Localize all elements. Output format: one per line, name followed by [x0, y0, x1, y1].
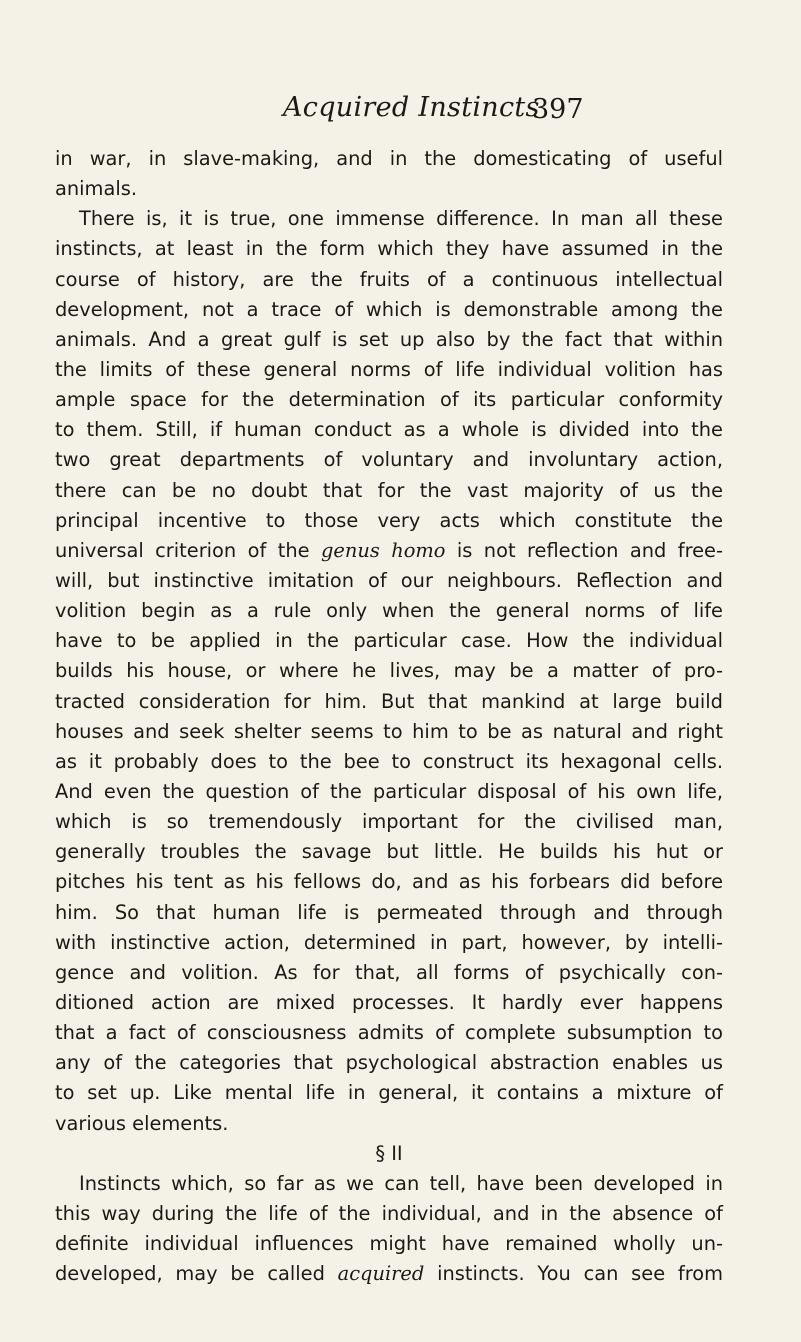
text-line: two great departments of voluntary and involuntary action,	[55, 448, 723, 472]
text-line: ample space for the determination of its particular conformity	[55, 388, 723, 412]
text-segment: instincts. You can see from	[424, 1262, 723, 1286]
text-line: that a fact of consciousness admits of complete subsumption to	[55, 1021, 723, 1045]
text-line	[55, 536, 723, 566]
text-line: houses and seek shelter seems to him to be as natural and right	[55, 719, 723, 743]
text-segment: universal criterion of the	[55, 538, 321, 562]
text-line: him. So that human life is permeated through and through	[55, 900, 723, 924]
text-line: And even the question of the particular disposal of his own life,	[55, 779, 723, 803]
text-line: in war, in slave-making, and in the domesticating of useful	[55, 147, 723, 170]
text-line: animals. And a great gulf is set up also by the fact that within	[55, 327, 723, 351]
text-line: ditioned action are mixed processes. It hardly ever happens	[55, 990, 723, 1014]
text-line: Instincts which, so far as we can tell, have been developed in	[79, 1171, 723, 1195]
running-title: Acquired Instincts	[283, 92, 540, 123]
text-line: There is, it is true, one immense difference. In man all these	[79, 207, 723, 231]
text-line: development, not a trace of which is demonstrable among the	[55, 297, 723, 321]
page-header	[283, 92, 703, 136]
text-line: as it probably does to the bee to construct its hexagonal cells.	[55, 749, 723, 773]
text-line: will, but instinctive imitation of our neighbours. Reflection and	[55, 568, 723, 592]
section-heading: § II	[375, 1141, 403, 1165]
italic-term: acquired	[337, 1262, 425, 1286]
text-line: definite individual influences might have remained wholly un-	[55, 1232, 723, 1256]
text-line: this way during the life of the individual, and in the absence of	[55, 1201, 723, 1225]
text-line: tracted consideration for him. But that mankind at large build	[55, 689, 723, 713]
italic-term: genus homo	[321, 538, 446, 562]
text-line: instincts, at least in the form which they have assumed in the	[55, 237, 723, 261]
text-line: volition begin as a rule only when the general norms of life	[55, 599, 723, 623]
text-line	[55, 1259, 723, 1289]
text-line: various elements.	[55, 1111, 229, 1135]
text-line: animals.	[55, 177, 137, 201]
text-line: principal incentive to those very acts which constitute the	[55, 508, 723, 532]
text-line: pitches his tent as his fellows do, and as his forbears did before	[55, 870, 723, 894]
text-line: gence and volition. As for that, all forms of psychically con-	[55, 960, 723, 984]
text-line: the limits of these general norms of life individual volition has	[55, 357, 723, 381]
text-line: which is so tremendously important for the civilised man,	[55, 810, 723, 834]
text-line: course of history, are the fruits of a continuous intellectual	[55, 267, 723, 291]
text-line: generally troubles the savage but little. He builds his hut or	[55, 840, 723, 864]
text-line: with instinctive action, determined in part, however, by intelli-	[55, 930, 723, 954]
text-line: to them. Still, if human conduct as a whole is divided into the	[55, 418, 723, 442]
text-line: builds his house, or where he lives, may be a matter of pro-	[55, 659, 723, 683]
page-number: 397	[532, 94, 584, 125]
text-segment: is not reflection and free-	[445, 538, 723, 562]
text-line: there can be no doubt that for the vast majority of us the	[55, 478, 723, 502]
text-segment: developed, may be called	[55, 1262, 338, 1286]
text-line: have to be applied in the particular case. How the individual	[55, 629, 723, 653]
text-line: to set up. Like mental life in general, it contains a mixture of	[55, 1081, 723, 1105]
text-line: any of the categories that psychological abstraction enables us	[55, 1051, 723, 1075]
body-text	[55, 144, 723, 1289]
